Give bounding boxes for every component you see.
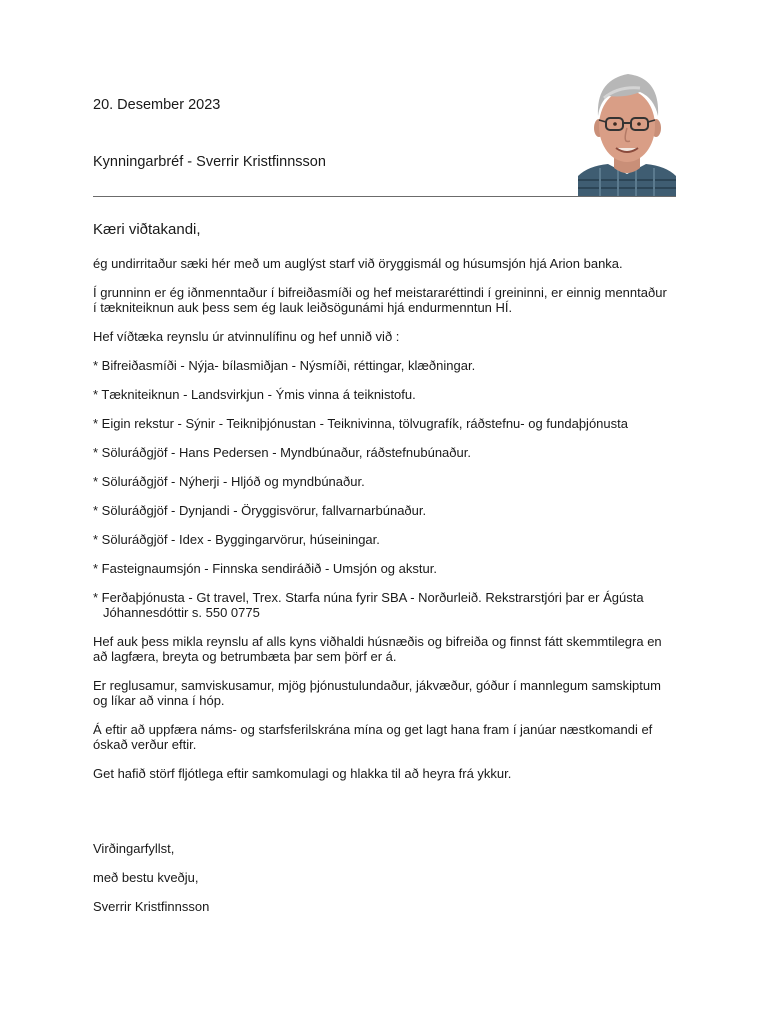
letter-closing: Virðingarfyllst,: [93, 841, 175, 856]
letter-body: [93, 256, 673, 795]
experience-item: * Söluráðgjöf - Dynjandi - Öryggisvörur, fallvarnarbúnaður.: [93, 503, 427, 518]
body-paragraph: ég undirritaður sæki hér með um auglýst starf við öryggismál og húsumsjón hjá Arion banka.: [93, 256, 623, 271]
experience-item: * Söluráðgjöf - Hans Pedersen - Myndbúnaður, ráðstefnubúnaður.: [93, 445, 471, 460]
body-paragraph: Get hafið störf fljótlega eftir samkomulagi og hlakka til að heyra frá ykkur.: [93, 766, 512, 781]
letter-greeting: Kæri viðtakandi,: [93, 221, 201, 238]
experience-item: * Tækniteiknun - Landsvirkjun - Ýmis vinna á teiknistofu.: [93, 387, 416, 402]
letter-signature: Sverrir Kristfinnsson: [93, 899, 210, 914]
letter-subject: Kynningarbréf - Sverrir Kristfinnsson: [93, 154, 326, 170]
portrait-photo: [578, 68, 676, 196]
portrait-illustration: [578, 68, 676, 196]
body-paragraph: Hef víðtæka reynslu úr atvinnulífinu og hef unnið við :: [93, 329, 400, 344]
letter-regards: með bestu kveðju,: [93, 870, 199, 885]
experience-item: * Fasteignaumsjón - Finnska sendiráðið - Umsjón og akstur.: [93, 561, 437, 576]
experience-item: * Bifreiðasmíði - Nýja- bílasmiðjan - Nýsmíði, réttingar, klæðningar.: [93, 358, 476, 373]
body-paragraph: Er reglusamur, samviskusamur, mjög þjónustulundaður, jákvæður, góður í mannlegum samskiptum og líkar að vinna í hóp.: [93, 678, 661, 708]
experience-item: * Söluráðgjöf - Idex - Byggingarvörur, húseiningar.: [93, 532, 380, 547]
body-paragraph: Hef auk þess mikla reynslu af alls kyns viðhaldi húsnæðis og bifreiða og finnst fátt skemmtilegra en að lagfæra, breyta og betrumbæta þar sem þörf er á.: [93, 634, 662, 664]
experience-item: * Ferðaþjónusta - Gt travel, Trex. Starfa núna fyrir SBA - Norðurleið. Rekstrarstjóri þar er Ágústa Jóhannesdóttir s. 550 0775: [93, 590, 644, 620]
body-paragraph: Í grunninn er ég iðnmenntaður í bifreiðasmíði og hef meistararéttindi í greininni, er einnig menntaður í tækniteiknun auk þess sem ég lauk leiðsögunámi hjá endurmenntun HÍ.: [93, 285, 667, 315]
letter-date: 20. Desember 2023: [93, 97, 221, 113]
experience-item: * Söluráðgjöf - Nýherji - Hljóð og myndbúnaður.: [93, 474, 365, 489]
body-paragraph: Á eftir að uppfæra náms- og starfsferilskrána mína og get lagt hana fram í janúar næstkomandi ef óskað verður eftir.: [93, 722, 653, 752]
header-divider: [93, 196, 676, 197]
experience-item: * Eigin rekstur - Sýnir - Teikniþjónustan - Teiknivinna, tölvugrafík, ráðstefnu- og fundaþjónusta: [93, 416, 628, 431]
